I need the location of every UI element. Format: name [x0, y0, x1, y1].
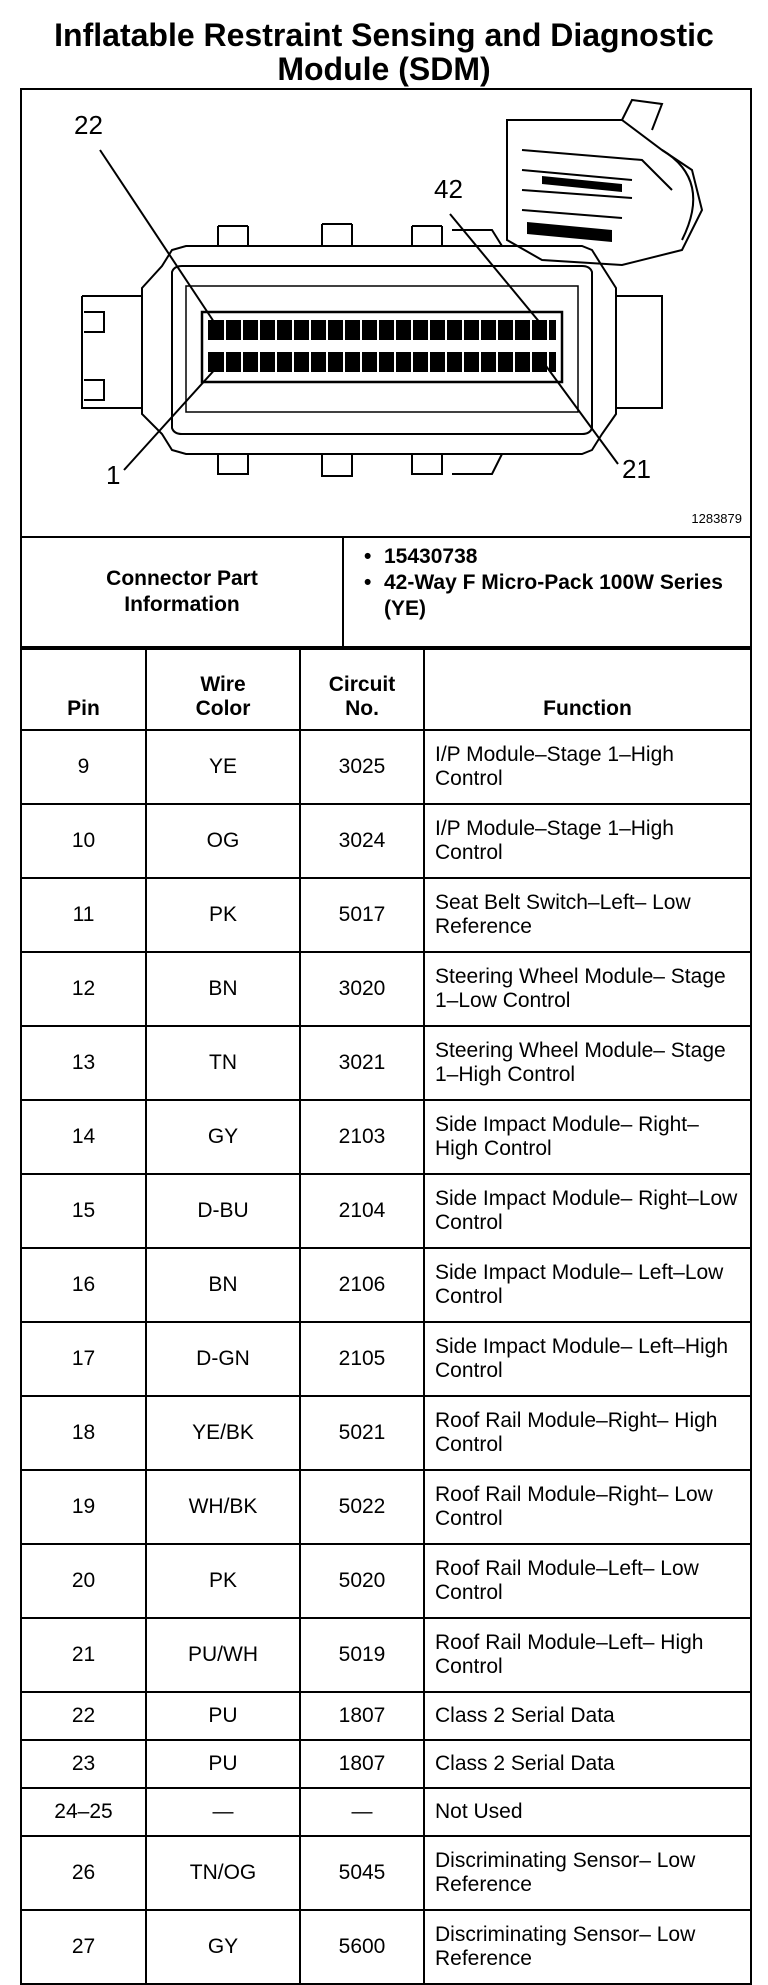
- callout-42: 42: [434, 174, 463, 204]
- function-cell: Roof Rail Module–Right– High Control: [424, 1396, 750, 1470]
- table-row: [22, 1396, 750, 1470]
- pin-cell: 22: [22, 1692, 146, 1740]
- table-row: [22, 730, 750, 804]
- function-cell: I/P Module–Stage 1–High Control: [424, 804, 750, 878]
- table-header-row: [22, 649, 750, 730]
- wire-color-cell: WH/BK: [146, 1470, 300, 1544]
- pin-cell: 11: [22, 878, 146, 952]
- wire-color-cell: BN: [146, 952, 300, 1026]
- wire-color-cell: OG: [146, 804, 300, 878]
- function-cell: Side Impact Module– Right– High Control: [424, 1100, 750, 1174]
- page-title: [0, 18, 768, 86]
- connector-illustration: [22, 90, 750, 538]
- header-wire-color: [146, 649, 300, 730]
- pin-cell: 12: [22, 952, 146, 1026]
- wire-color-cell: D-BU: [146, 1174, 300, 1248]
- table-row: [22, 1836, 750, 1910]
- header-circuit-line-1: Circuit: [328, 673, 396, 696]
- wire-color-cell: TN: [146, 1026, 300, 1100]
- connector-info-label: [22, 538, 344, 646]
- pin-cell: 21: [22, 1618, 146, 1692]
- header-circuit-line-2: No.: [345, 697, 379, 720]
- callout-22: 22: [74, 110, 103, 140]
- function-cell: Steering Wheel Module– Stage 1–Low Control: [424, 952, 750, 1026]
- function-cell: Class 2 Serial Data: [424, 1740, 750, 1788]
- circuit-cell: —: [300, 1788, 424, 1836]
- callout-21: 21: [622, 454, 651, 484]
- wire-color-cell: GY: [146, 1910, 300, 1983]
- function-cell: Roof Rail Module–Left– High Control: [424, 1618, 750, 1692]
- header-pin: Pin: [22, 649, 146, 730]
- table-row: [22, 1544, 750, 1618]
- title-line-1: Inflatable Restraint Sensing and Diagnostic: [54, 17, 714, 53]
- wire-color-cell: D-GN: [146, 1322, 300, 1396]
- table-row: [22, 1618, 750, 1692]
- connector-info-label-line-1: Connector Part: [106, 567, 258, 590]
- circuit-cell: 2104: [300, 1174, 424, 1248]
- header-circuit-no: [300, 649, 424, 730]
- table-row: [22, 1026, 750, 1100]
- circuit-cell: 3020: [300, 952, 424, 1026]
- connector-table-frame: [20, 88, 752, 1985]
- pin-cell: 23: [22, 1740, 146, 1788]
- pin-cell: 18: [22, 1396, 146, 1470]
- wire-color-cell: PK: [146, 1544, 300, 1618]
- circuit-cell: 5022: [300, 1470, 424, 1544]
- function-cell: Side Impact Module– Left–High Control: [424, 1322, 750, 1396]
- circuit-cell: 5019: [300, 1618, 424, 1692]
- wire-color-cell: GY: [146, 1100, 300, 1174]
- circuit-cell: 3021: [300, 1026, 424, 1100]
- table-row: [22, 1740, 750, 1788]
- function-cell: Not Used: [424, 1788, 750, 1836]
- circuit-cell: 5045: [300, 1836, 424, 1910]
- function-cell: Discriminating Sensor– Low Reference: [424, 1910, 750, 1983]
- header-function: Function: [424, 649, 750, 730]
- connector-info-label-line-2: Information: [124, 593, 240, 616]
- table-row: [22, 804, 750, 878]
- connector-part-info: [22, 538, 750, 648]
- wire-color-cell: PK: [146, 878, 300, 952]
- connector-part-number: • 15430738: [362, 544, 750, 570]
- function-cell: Steering Wheel Module– Stage 1–High Control: [424, 1026, 750, 1100]
- connector-info-values: [344, 538, 750, 646]
- function-cell: Roof Rail Module–Left– Low Control: [424, 1544, 750, 1618]
- wire-color-cell: TN/OG: [146, 1836, 300, 1910]
- wire-color-cell: —: [146, 1788, 300, 1836]
- function-cell: Discriminating Sensor– Low Reference: [424, 1836, 750, 1910]
- circuit-cell: 2106: [300, 1248, 424, 1322]
- wire-color-cell: PU: [146, 1692, 300, 1740]
- function-cell: Seat Belt Switch–Left– Low Reference: [424, 878, 750, 952]
- circuit-cell: 5021: [300, 1396, 424, 1470]
- table-row: [22, 878, 750, 952]
- function-cell: Side Impact Module– Left–Low Control: [424, 1248, 750, 1322]
- wire-color-cell: PU/WH: [146, 1618, 300, 1692]
- pin-cell: 20: [22, 1544, 146, 1618]
- header-wire-color-line-2: Color: [195, 697, 251, 720]
- table-row: [22, 1248, 750, 1322]
- function-cell: Class 2 Serial Data: [424, 1692, 750, 1740]
- pin-cell: 13: [22, 1026, 146, 1100]
- table-row: [22, 1470, 750, 1544]
- pin-cell: 24–25: [22, 1788, 146, 1836]
- wire-color-cell: PU: [146, 1740, 300, 1788]
- pin-cell: 14: [22, 1100, 146, 1174]
- header-wire-color-line-1: Wire: [200, 673, 246, 696]
- title-line-2: Module (SDM): [277, 51, 491, 87]
- table-row: [22, 1910, 750, 1983]
- circuit-cell: 1807: [300, 1692, 424, 1740]
- table-row: [22, 952, 750, 1026]
- function-cell: Roof Rail Module–Right– Low Control: [424, 1470, 750, 1544]
- figure-id: 1283879: [691, 511, 742, 526]
- circuit-cell: 5017: [300, 878, 424, 952]
- pin-cell: 15: [22, 1174, 146, 1248]
- callout-1: 1: [106, 460, 121, 490]
- table-row: [22, 1692, 750, 1740]
- table-row: [22, 1322, 750, 1396]
- pin-cell: 17: [22, 1322, 146, 1396]
- connector-description: • 42-Way F Micro-Pack 100W Series (YE): [362, 570, 750, 622]
- table-row: [22, 1100, 750, 1174]
- wire-color-cell: YE/BK: [146, 1396, 300, 1470]
- circuit-cell: 2105: [300, 1322, 424, 1396]
- circuit-cell: 3025: [300, 730, 424, 804]
- pin-cell: 27: [22, 1910, 146, 1983]
- pin-cell: 19: [22, 1470, 146, 1544]
- table-row: [22, 1174, 750, 1248]
- wire-color-cell: BN: [146, 1248, 300, 1322]
- pinout-table: [22, 648, 750, 1983]
- table-row: [22, 1788, 750, 1836]
- circuit-cell: 5020: [300, 1544, 424, 1618]
- circuit-cell: 2103: [300, 1100, 424, 1174]
- pin-cell: 10: [22, 804, 146, 878]
- function-cell: Side Impact Module– Right–Low Control: [424, 1174, 750, 1248]
- pin-cell: 9: [22, 730, 146, 804]
- circuit-cell: 1807: [300, 1740, 424, 1788]
- function-cell: I/P Module–Stage 1–High Control: [424, 730, 750, 804]
- circuit-cell: 5600: [300, 1910, 424, 1983]
- circuit-cell: 3024: [300, 804, 424, 878]
- pin-cell: 26: [22, 1836, 146, 1910]
- wire-color-cell: YE: [146, 730, 300, 804]
- pin-cell: 16: [22, 1248, 146, 1322]
